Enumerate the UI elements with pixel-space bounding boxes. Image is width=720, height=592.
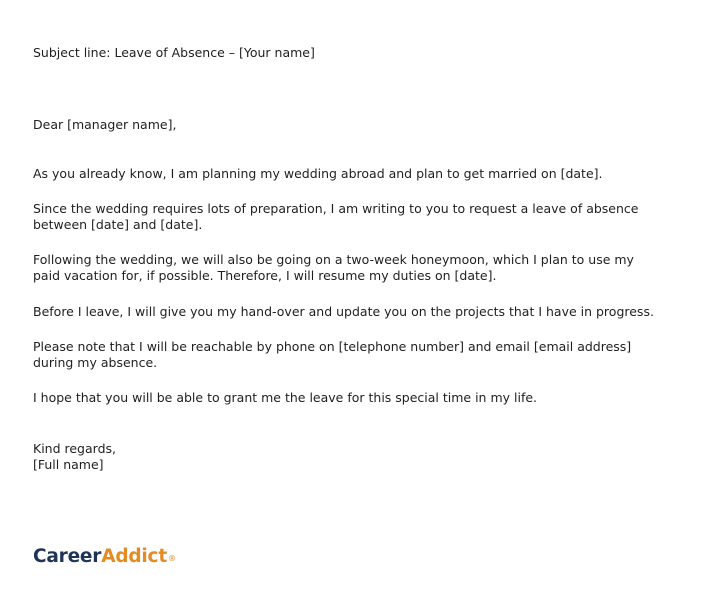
careeraddict-logo (33, 546, 176, 568)
paragraph-6 (33, 390, 537, 406)
paragraph-3 (33, 252, 634, 284)
paragraph-line: Following the wedding, we will also be going on a two-week honeymoon, which I plan to use my (33, 252, 634, 267)
paragraph-line: between [date] and [date]. (33, 217, 203, 232)
paragraph-line: Please note that I will be reachable by phone on [telephone number] and email [email address] (33, 339, 632, 354)
paragraph-line: during my absence. (33, 355, 158, 370)
paragraph-line: paid vacation for, if possible. Therefore, I will resume my duties on [date]. (33, 268, 497, 283)
paragraph-line: As you already know, I am planning my wedding abroad and plan to get married on [date]. (33, 166, 603, 181)
registered-mark: ® (167, 554, 176, 563)
closing-block (33, 441, 116, 473)
paragraph-line: I hope that you will be able to grant me the leave for this special time in my life. (33, 390, 538, 405)
salutation: Dear [manager name], (33, 117, 177, 132)
paragraph-1 (33, 166, 603, 182)
subject-line: Subject line: Leave of Absence – [Your name] (33, 45, 315, 60)
paragraph-5 (33, 339, 631, 371)
paragraph-2 (33, 201, 638, 233)
paragraph-line: Before I leave, I will give you my hand-over and update you on the projects that I have in progress. (33, 304, 654, 319)
signature: [Full name] (33, 457, 104, 472)
paragraph-4 (33, 304, 654, 320)
logo-career: Career (33, 546, 102, 567)
logo-addict: Addict (101, 546, 167, 567)
closing: Kind regards, (33, 441, 116, 456)
paragraph-line: Since the wedding requires lots of preparation, I am writing to you to request a leave of absence (33, 201, 639, 216)
